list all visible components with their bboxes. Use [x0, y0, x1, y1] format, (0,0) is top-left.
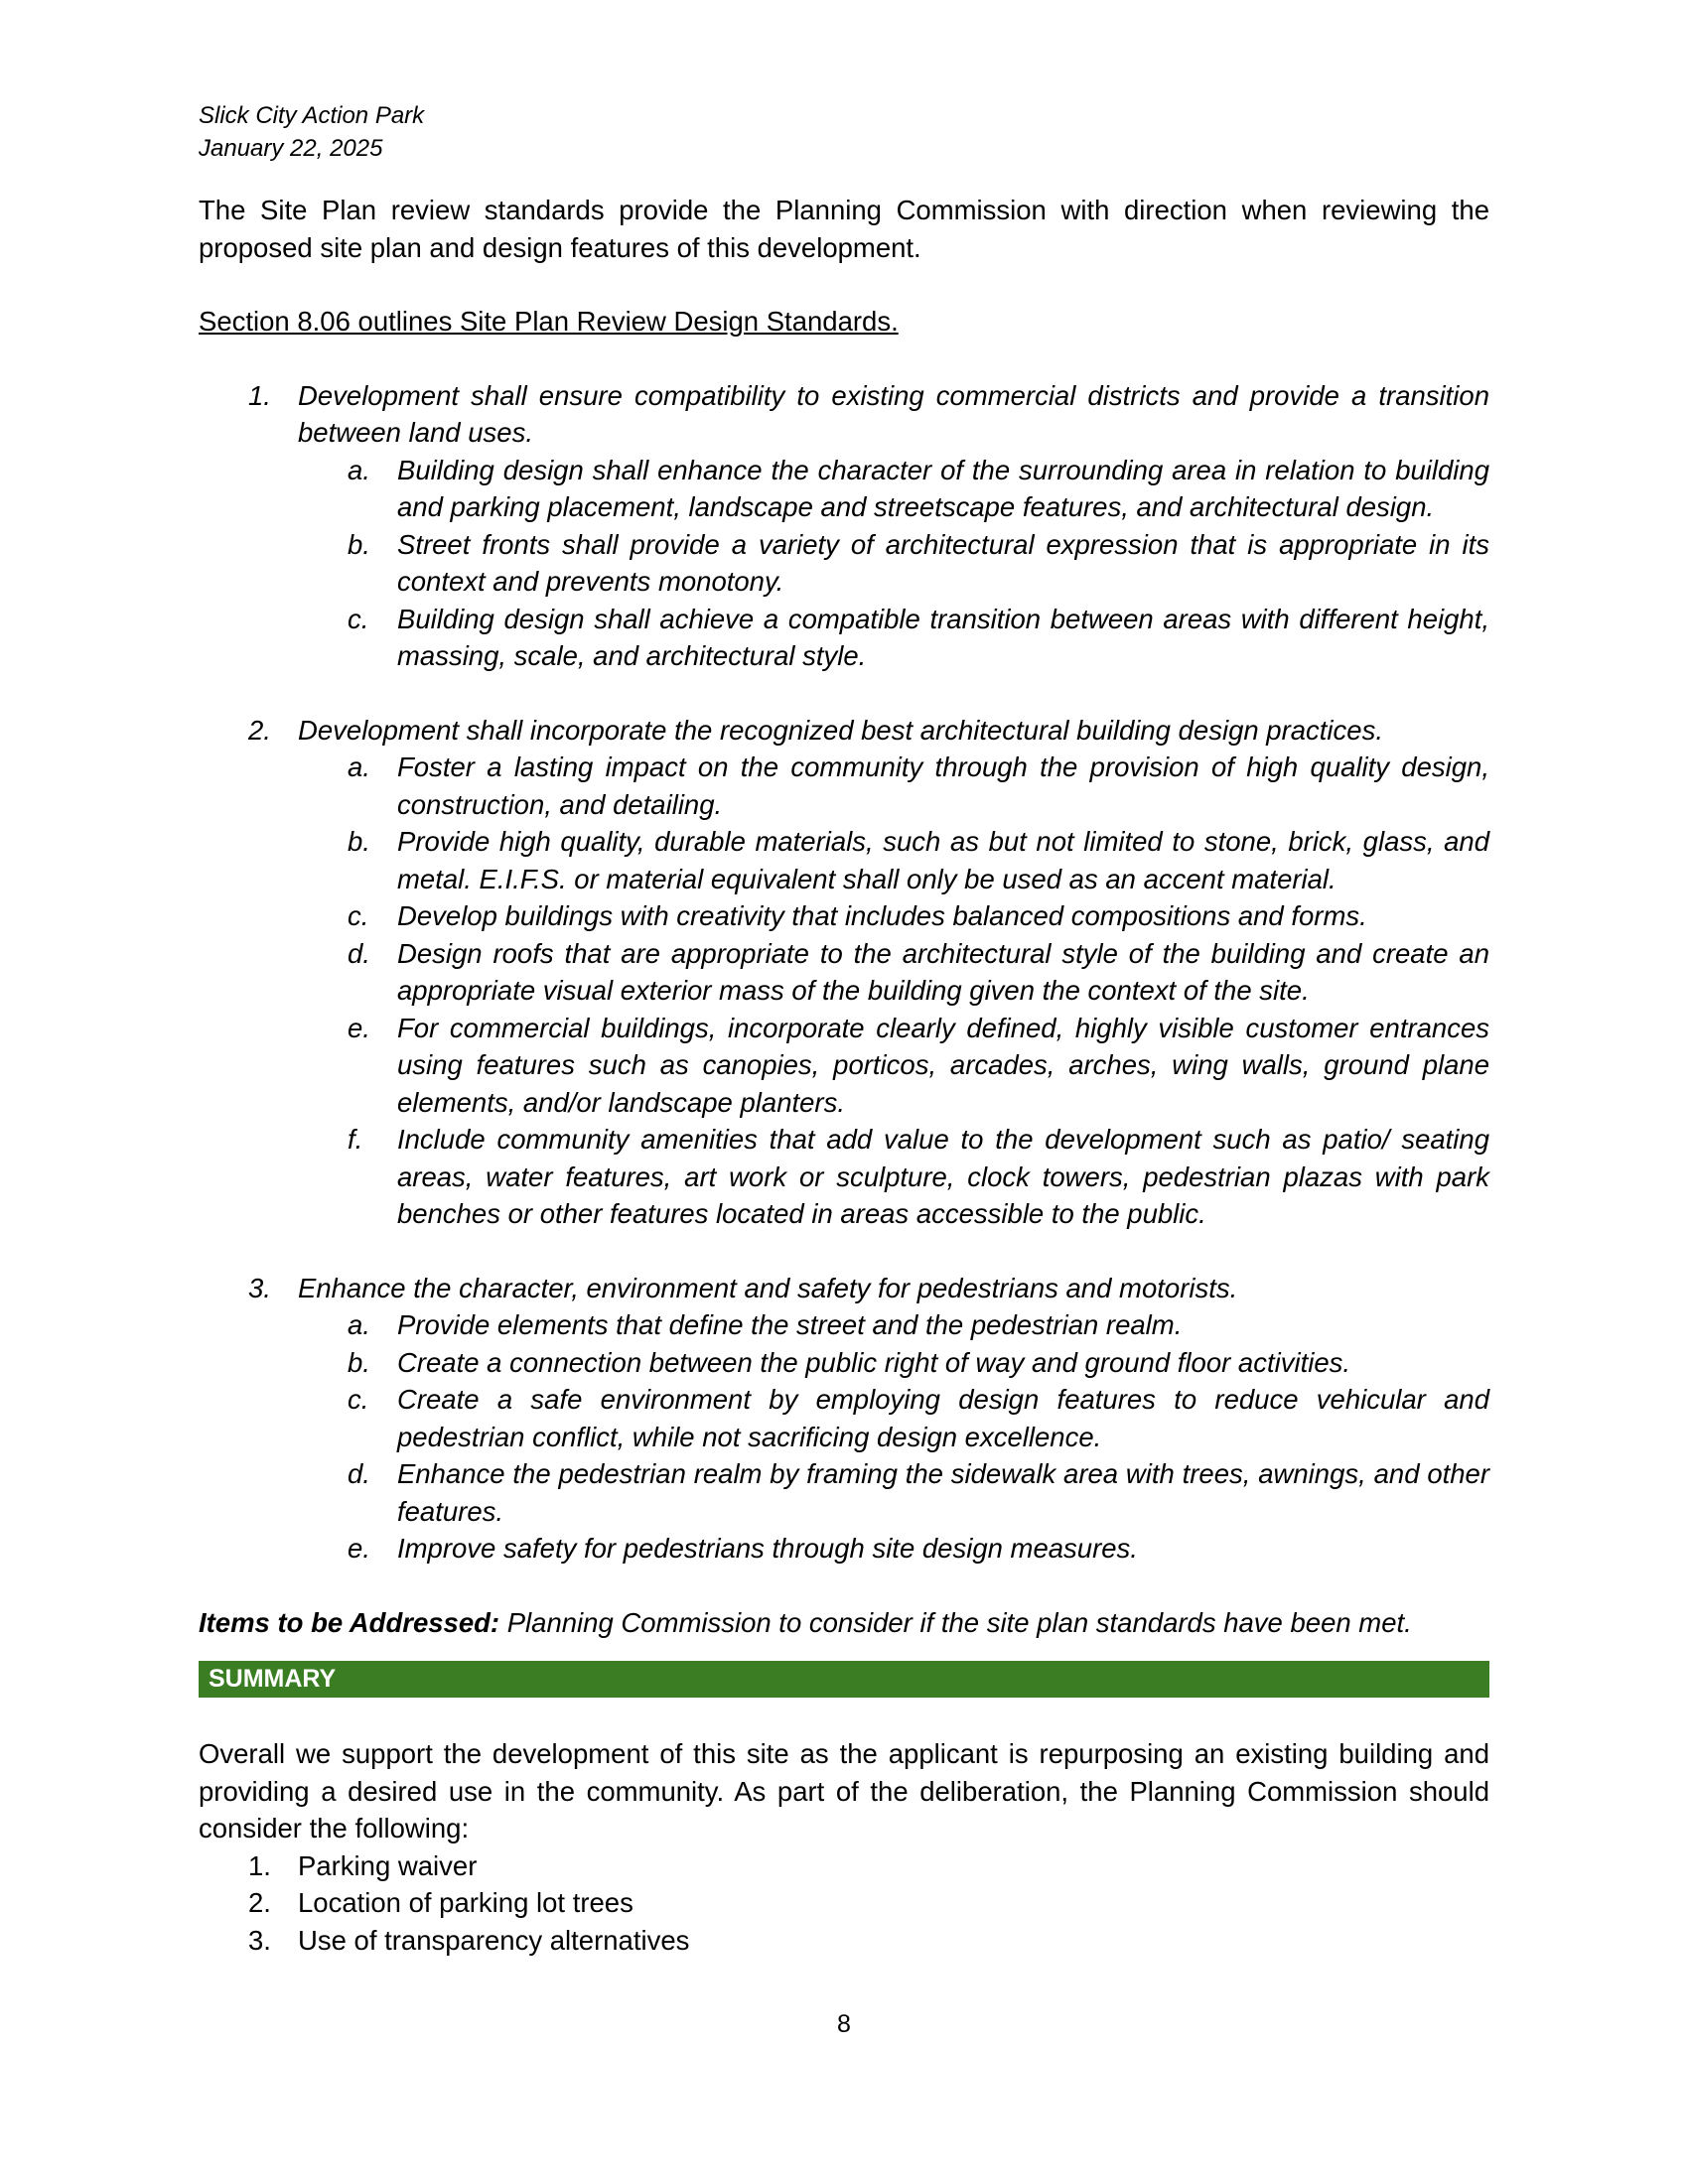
sub-criterion [298, 935, 1489, 1010]
summary-list-text: Use of transparency alternatives [298, 1924, 690, 1956]
sub-text: Enhance the pedestrian realm by framing the sidewalk area with trees, awnings, and other features. [397, 1458, 1489, 1527]
sub-letter: d. [348, 1458, 370, 1489]
sub-letter: c. [348, 603, 369, 634]
header-title: Slick City Action Park [199, 102, 425, 129]
sub-letter: a. [348, 1309, 370, 1340]
sub-letter: e. [348, 1012, 370, 1043]
summary-list-text: Parking waiver [298, 1849, 478, 1881]
sub-letter: c. [348, 1384, 369, 1415]
summary-list-number: 2. [248, 1887, 271, 1918]
sub-text: Building design shall enhance the character of the surrounding area in relation to building and parking placement, landscape and streetscape features, and architectural design. [397, 454, 1489, 522]
criterion-text: Enhance the character, environment and safety for pedestrians and motorists. [298, 1272, 1238, 1303]
sub-criterion [298, 823, 1489, 897]
page-number: 8 [837, 2010, 851, 2038]
sub-letter: f. [348, 1124, 363, 1155]
sub-letter: b. [348, 528, 370, 560]
summary-list-item [199, 1922, 1489, 1960]
sub-letter: b. [348, 826, 370, 857]
sub-criterion [298, 526, 1489, 601]
header-date: January 22, 2025 [199, 135, 383, 162]
summary-list-item [199, 1884, 1489, 1922]
sub-criteria-list [298, 452, 1489, 675]
sub-text: Create a connection between the public right of way and ground floor activities. [397, 1346, 1351, 1378]
sub-criterion [298, 1306, 1489, 1344]
items-text: Planning Commission to consider if the site plan standards have been met. [499, 1606, 1412, 1638]
sub-criterion [298, 1344, 1489, 1382]
sub-criterion [298, 1381, 1489, 1455]
summary-list-number: 3. [248, 1924, 271, 1956]
sub-text: Design roofs that are appropriate to the architectural style of the building and create an appropriate visual exterior mass of the building given the context of the site. [397, 937, 1489, 1006]
sub-criterion [298, 1010, 1489, 1122]
sub-letter: e. [348, 1533, 370, 1564]
items-label: Items to be Addressed: [199, 1606, 500, 1638]
sub-text: Foster a lasting impact on the community through the provision of high quality design, construction, and detailing. [397, 751, 1489, 820]
sub-text: For commercial buildings, incorporate clearly defined, highly visible customer entrances using features such as canopies, porticos, arcades, arches, wing walls, ground plane elements, and/or landscape planters. [397, 1012, 1489, 1118]
sub-text: Building design shall achieve a compatible transition between areas with different height, massing, scale, and architectural style. [397, 603, 1489, 671]
sub-text: Improve safety for pedestrians through site design measures. [397, 1533, 1138, 1564]
criterion-number: 2. [248, 714, 271, 746]
summary-list-text: Location of parking lot trees [298, 1887, 633, 1918]
summary-list-item [199, 1847, 1489, 1885]
criteria-list [199, 377, 1489, 1568]
intro-paragraph: The Site Plan review standards provide the Planning Commission with direction when reviewing the proposed site plan and design features of this development. [199, 195, 1489, 263]
sub-criteria-list [298, 1306, 1489, 1568]
sub-text: Provide high quality, durable materials, such as but not limited to stone, brick, glass, and metal. E.I.F.S. or material equivalent shall only be used as an accent material. [397, 826, 1489, 894]
sub-criterion [298, 749, 1489, 823]
criterion-item [199, 1270, 1489, 1568]
document-header [199, 99, 1489, 165]
criterion-text: Development shall incorporate the recognized best architectural building design practices. [298, 714, 1383, 746]
sub-criteria-list [298, 749, 1489, 1233]
sub-letter: a. [348, 454, 370, 485]
sub-letter: a. [348, 751, 370, 782]
sub-letter: d. [348, 937, 370, 969]
sub-text: Street fronts shall provide a variety of architectural expression that is appropriate in its context and prevents monotony. [397, 528, 1489, 597]
summary-list-number: 1. [248, 1849, 271, 1881]
criterion-number: 3. [248, 1272, 271, 1303]
sub-criterion [298, 601, 1489, 675]
summary-paragraph: Overall we support the development of this site as the applicant is repurposing an existing building and providing a desired use in the community. As part of the deliberation, the Planning Commission should consider the following: [199, 1738, 1489, 1843]
sub-text: Develop buildings with creativity that includes balanced compositions and forms. [397, 900, 1367, 931]
summary-heading-bar: SUMMARY [199, 1661, 1489, 1698]
sub-criterion [298, 1530, 1489, 1568]
items-to-address [199, 1604, 1489, 1642]
criterion-number: 1. [248, 379, 271, 411]
sub-criterion [298, 452, 1489, 526]
sub-letter: c. [348, 900, 369, 931]
sub-letter: b. [348, 1346, 370, 1378]
sub-text: Create a safe environment by employing design features to reduce vehicular and pedestrian conflict, while not sacrificing design excellence. [397, 1384, 1489, 1452]
sub-criterion [298, 897, 1489, 935]
sub-text: Provide elements that define the street and the pedestrian realm. [397, 1309, 1183, 1340]
summary-list [199, 1847, 1489, 1960]
sub-criterion [298, 1455, 1489, 1530]
section-title: Section 8.06 outlines Site Plan Review Design Standards. [199, 306, 899, 337]
criterion-item [199, 377, 1489, 675]
sub-text: Include community amenities that add value to the development such as patio/ seating areas, water features, art work or sculpture, clock towers, pedestrian plazas with park benches or other features located in areas accessible to the public. [397, 1124, 1489, 1229]
sub-criterion [298, 1121, 1489, 1233]
criterion-text: Development shall ensure compatibility to existing commercial districts and provide a transition between land uses. [298, 379, 1489, 448]
criterion-item [199, 712, 1489, 1233]
